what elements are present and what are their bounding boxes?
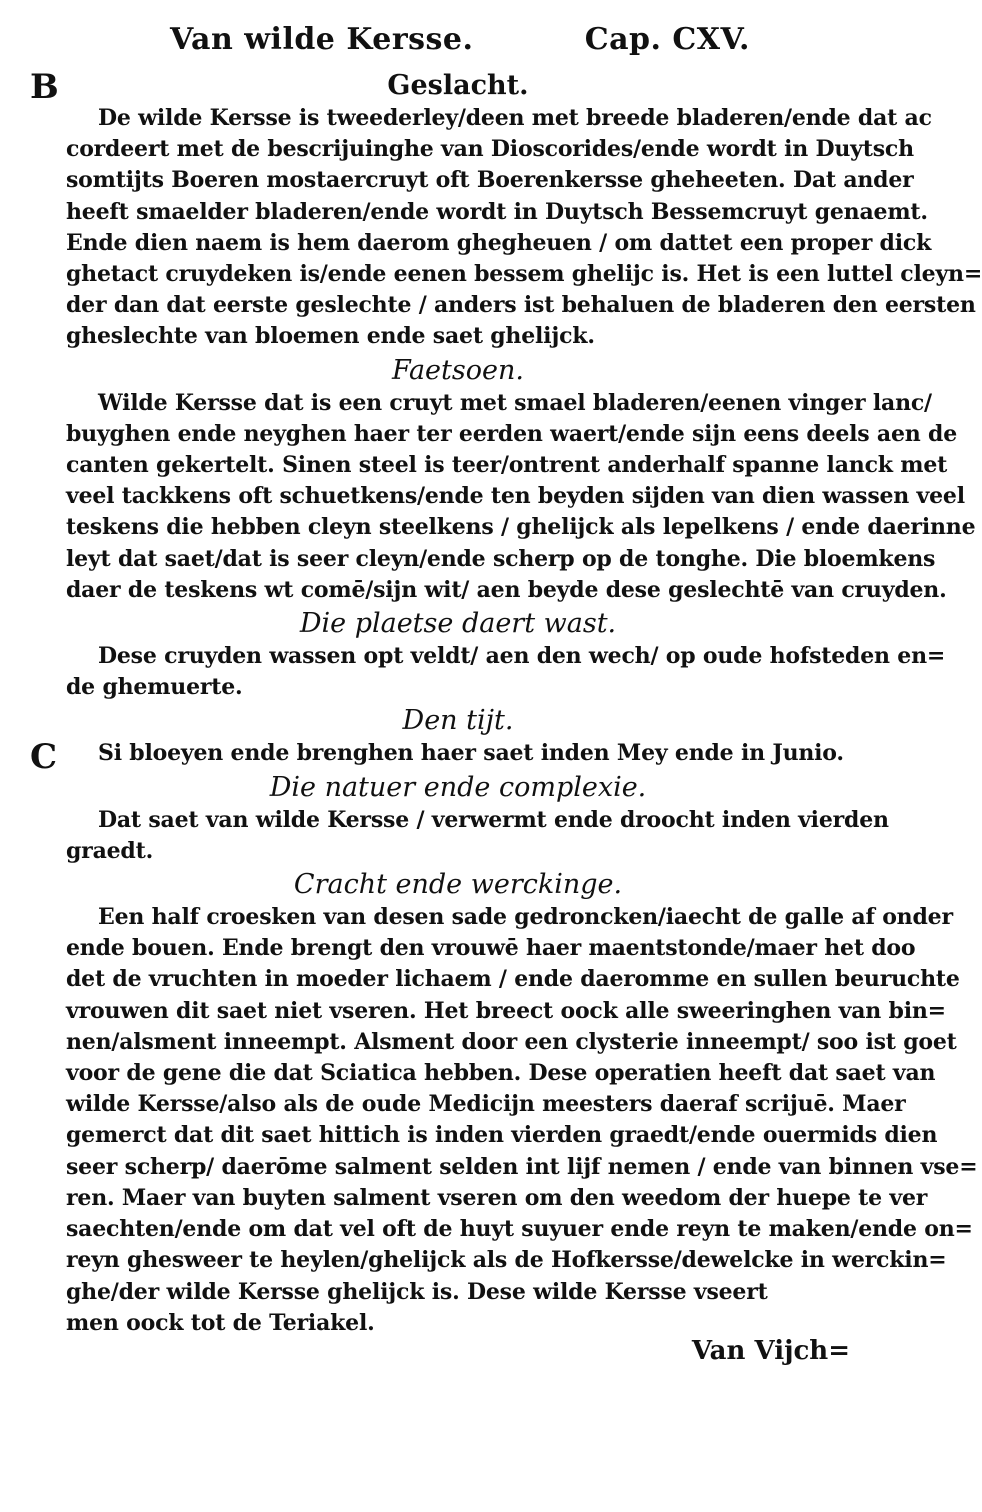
text-line: ghe/der wilde Kersse ghelijck is. Dese wilde Kersse vseert bbox=[66, 1278, 768, 1305]
text-line: seer scherp/ daerōme salment selden int lijf nemen / ende van binnen vse= bbox=[66, 1153, 978, 1180]
text-line: Een half croesken van desen sade gedroncken/iaecht de galle af onder bbox=[98, 904, 953, 931]
running-head bbox=[170, 22, 750, 62]
text-line: saechten/ende om dat vel oft de huyt suyuer ende reyn te maken/ende on= bbox=[66, 1216, 973, 1243]
paragraph-cracht bbox=[66, 902, 978, 1339]
paragraph-geslacht bbox=[66, 103, 982, 353]
paragraph-plaetse bbox=[66, 641, 946, 703]
text-line: ren. Maer van buyten salment vseren om den weedom der huepe te ver bbox=[66, 1184, 928, 1211]
marginal-letter-c: C bbox=[30, 737, 58, 777]
text-line: Dese cruyden wassen opt veldt/ aen den wech/ op oude hofsteden en= bbox=[98, 643, 946, 670]
text-line: daer de teskens wt comē/sijn wit/ aen beyde dese geslechtē van cruyden. bbox=[66, 576, 947, 603]
text-line: men oock tot de Teriakel. bbox=[66, 1309, 375, 1336]
text-line: de ghemuerte. bbox=[66, 674, 243, 701]
text-line: der dan dat eerste geslechte / anders ist behaluen de bladeren den eersten bbox=[66, 292, 976, 319]
text-line: heeft smaelder bladeren/ende wordt in Duytsch Bessemcruyt genaemt. bbox=[66, 198, 928, 225]
text-line: nen/alsment inneempt. Alsment door een clysterie inneempt/ soo ist goet bbox=[66, 1028, 957, 1055]
text-line: voor de gene die dat Sciatica hebben. Dese operatien heeft dat saet van bbox=[66, 1060, 936, 1087]
running-head-title: Van wilde Kersse. bbox=[170, 22, 474, 57]
text-line: reyn ghesweer te heylen/ghelijck als de Hofkersse/dewelcke in werckin= bbox=[66, 1247, 947, 1274]
text-line: gemerct dat dit saet hittich is inden vierden graedt/ende ouermids dien bbox=[66, 1122, 938, 1149]
text-line: det de vruchten in moeder lichaem / ende daeromme en sullen beuruchte bbox=[66, 966, 960, 993]
text-line: Wilde Kersse dat is een cruyt met smael bladeren/eenen vinger lanc/ bbox=[98, 389, 932, 416]
section-heading-natuer: Die natuer ende complexie. bbox=[269, 771, 647, 803]
text-line: buyghen ende neyghen haer ter eerden waert/ende sijn eens deels aen de bbox=[66, 420, 958, 447]
section-heading-tijt: Den tijt. bbox=[402, 705, 514, 737]
text-line: teskens die hebben cleyn steelkens / ghelijck als lepelkens / ende daerinne bbox=[66, 514, 976, 541]
catchword: Van Vijch= bbox=[691, 1336, 850, 1366]
section-heading-cracht: Cracht ende werckinge. bbox=[293, 869, 623, 901]
text-line: De wilde Kersse is tweederley/deen met breede bladeren/ende dat ac bbox=[98, 105, 932, 131]
text-line: gheslechte van bloemen ende saet ghelijck. bbox=[66, 323, 595, 350]
section-heading-geslacht: Geslacht. bbox=[387, 70, 529, 101]
text-line: ghetact cruydeken is/ende eenen bessem ghelijc is. Het is een luttel cleyn= bbox=[66, 261, 982, 288]
text-line: cordeert met de bescrijuinghe van Dioscorides/ende wordt in Duytsch bbox=[66, 136, 914, 163]
text-body bbox=[66, 68, 982, 1339]
chapter-number: Cap. CXV. bbox=[584, 22, 750, 57]
section-heading-faetsoen: Faetsoen. bbox=[392, 354, 524, 386]
paragraph-faetsoen bbox=[66, 388, 976, 606]
text-line: Ende dien naem is hem daerom ghegheuen / om dattet een proper dick bbox=[66, 229, 932, 256]
text-line: Si bloeyen ende brenghen haer saet inden Mey ende in Junio. bbox=[98, 740, 844, 767]
text-line: wilde Kersse/also als de oude Medicijn meesters daeraf scrijuē. Maer bbox=[66, 1091, 906, 1118]
text-line: canten gekertelt. Sinen steel is teer/ontrent anderhalf spanne lanck met bbox=[66, 452, 948, 479]
text-line: veel tackkens oft schuetkens/ende ten beyden sijden van dien wassen veel bbox=[66, 483, 965, 510]
text-line: graedt. bbox=[66, 837, 154, 864]
text-line: ende bouen. Ende brengt den vrouwē haer maentstonde/maer het doo bbox=[66, 935, 916, 962]
text-line: somtijts Boeren mostaercruyt oft Boerenkersse gheheeten. Dat ander bbox=[66, 167, 914, 194]
paragraph-natuer bbox=[66, 805, 889, 867]
paragraph-tijt bbox=[66, 738, 850, 769]
marginal-letter-b: B bbox=[30, 67, 59, 107]
text-line: Dat saet van wilde Kersse / verwermt ende droocht inden vierden bbox=[98, 806, 889, 833]
text-line: leyt dat saet/dat is seer cleyn/ende scherp op de tonghe. Die bloemkens bbox=[66, 545, 936, 572]
section-heading-plaetse: Die plaetse daert wast. bbox=[299, 608, 617, 640]
text-line: vrouwen dit saet niet vseren. Het breect oock alle sweeringhen van bin= bbox=[66, 997, 946, 1024]
